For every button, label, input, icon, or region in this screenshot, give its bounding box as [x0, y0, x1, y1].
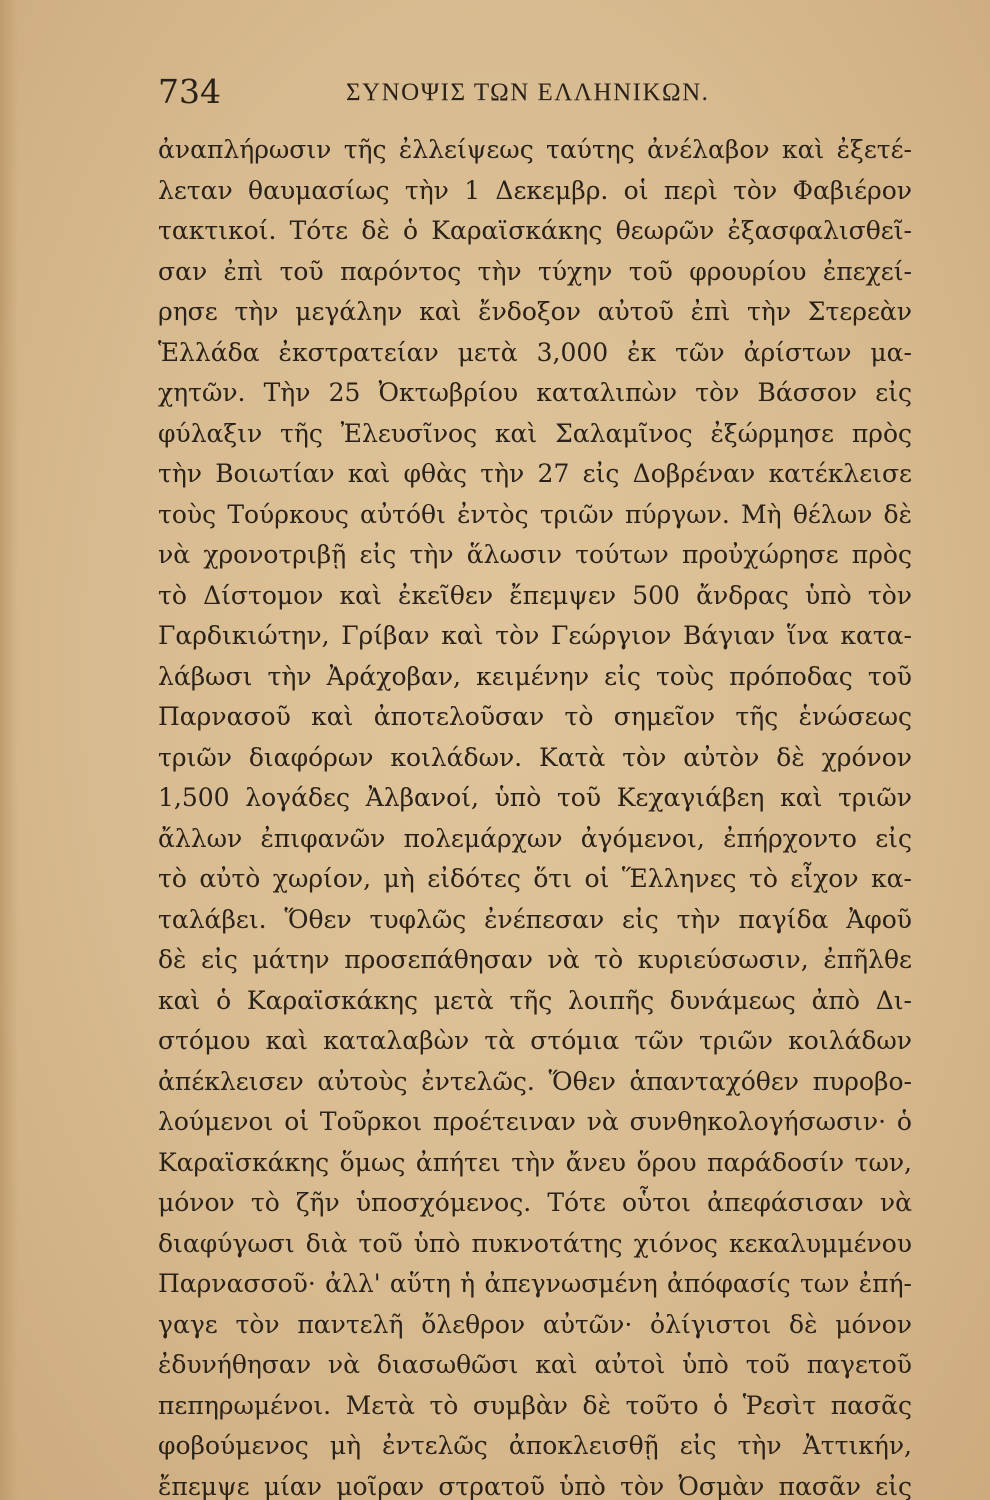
text-line: φύλαξιν τῆς Ἐλευσῖνος καὶ Σαλαμῖνος ἐξώρμησε πρὸς — [158, 418, 912, 448]
text-line: 1,500 λογάδες Ἀλβανοί, ὑπὸ τοῦ Κεχαγιάβεη καὶ τριῶν — [158, 783, 912, 812]
text-line: τακτικοί. Τότε δὲ ὁ Καραϊσκάκης θεωρῶν ἐξασφαλισθεῖ- — [158, 216, 912, 245]
text-line: πεπηρωμένοι. Μετὰ τὸ συμβὰν δὲ τοῦτο ὁ Ῥεσὶτ πασᾶς — [158, 1390, 912, 1420]
text-line: ἔπεμψε μίαν μοῖραν στρατοῦ ὑπὸ τὸν Ὀσμὰν πασᾶν εἰς — [158, 1471, 912, 1500]
text-line: τὸ αὐτὸ χωρίον, μὴ εἰδότες ὅτι οἱ Ἕλληνες τὸ εἶχον κα- — [158, 864, 912, 893]
body-text — [158, 130, 912, 1500]
text-line: λάβωσι τὴν Ἀράχοβαν, κειμένην εἰς τοὺς πρόποδας τοῦ — [158, 661, 912, 691]
text-line: χητῶν. Τὴν 25 Ὀκτωβρίου καταλιπὼν τὸν Βάσσον εἰς — [158, 378, 912, 407]
text-line: ταλάβει. Ὅθεν τυφλῶς ἐνέπεσαν εἰς τὴν παγίδα Ἀφοῦ — [158, 904, 912, 934]
text-line: γαγε τὸν παντελῆ ὄλεθρον αὐτῶν· ὀλίγιστοι δὲ μόνον — [158, 1309, 912, 1339]
running-head: ΣΥΝΟΨΙΣ ΤΩΝ ΕΛΛΗΝΙΚΩΝ. — [346, 79, 710, 106]
text-line: τοὺς Τούρκους αὐτόθι ἐντὸς τριῶν πύργων. Μὴ θέλων δὲ — [158, 499, 912, 529]
text-line: ἄλλων ἐπιφανῶν πολεμάρχων ἀγόμενοι, ἐπήρχοντο εἰς — [158, 823, 912, 853]
text-line: φοβούμενος μὴ ἐντελῶς ἀποκλεισθῇ εἰς τὴν Ἀττικήν, — [158, 1431, 912, 1460]
page-number: 734 — [158, 72, 221, 111]
text-line: Παρνασσοῦ· ἀλλ' αὕτη ἡ ἀπεγνωσμένη ἀπόφασίς των ἐπή- — [158, 1269, 912, 1298]
text-line: τὸ Δίστομον καὶ ἐκεῖθεν ἔπεμψεν 500 ἄνδρας ὑπὸ τὸν — [158, 580, 912, 610]
text-line: Παρνασοῦ καὶ ἀποτελοῦσαν τὸ σημεῖον τῆς ἑνώσεως — [158, 702, 912, 731]
page-edge-shadow — [0, 0, 18, 1500]
text-line: τὴν Βοιωτίαν καὶ φθὰς τὴν 27 εἰς Δοβρέναν κατέκλεισε — [158, 459, 912, 488]
text-line: στόμου καὶ καταλαβὼν τὰ στόμια τῶν τριῶν κοιλάδων — [158, 1026, 912, 1055]
text-line: νὰ χρονοτριβῇ εἰς τὴν ἅλωσιν τούτων προὐχώρησε πρὸς — [158, 540, 912, 569]
text-line: τριῶν διαφόρων κοιλάδων. Κατὰ τὸν αὐτὸν δὲ χρόνον — [158, 742, 912, 772]
text-line: καὶ ὁ Καραϊσκάκης μετὰ τῆς λοιπῆς δυνάμεως ἀπὸ Δι- — [158, 985, 912, 1015]
text-line: δὲ εἰς μάτην προσεπάθησαν νὰ τὸ κυριεύσωσιν, ἐπῆλθε — [158, 945, 912, 974]
page-header — [158, 72, 912, 120]
text-line: ἀπέκλεισεν αὐτοὺς ἐντελῶς. Ὅθεν ἁπανταχόθεν πυροβο- — [158, 1066, 912, 1096]
text-line: σαν ἐπὶ τοῦ παρόντος τὴν τύχην τοῦ φρουρίου ἐπεχεί- — [158, 256, 912, 286]
text-line: ἀναπλήρωσιν τῆς ἐλλείψεως ταύτης ἀνέλαβον καὶ ἐξετέ- — [158, 135, 912, 164]
text-line: λεταν θαυμασίως τὴν 1 Δεκεμβρ. οἱ περὶ τὸν Φαβιέρον — [158, 175, 912, 205]
text-line: ρησε τὴν μεγάλην καὶ ἔνδοξον αὐτοῦ ἐπὶ τὴν Στερεὰν — [158, 297, 912, 326]
text-line: διαφύγωσι διὰ τοῦ ὑπὸ πυκνοτάτης χιόνος κεκαλυμμένου — [158, 1228, 912, 1258]
text-line: λούμενοι οἱ Τοῦρκοι προέτειναν νὰ συνθηκολογήσωσιν· ὁ — [158, 1107, 912, 1136]
text-line: Γαρδικιώτην, Γρίβαν καὶ τὸν Γεώργιον Βάγιαν ἵνα κατα- — [158, 621, 912, 650]
text-line: Καραϊσκάκης ὅμως ἀπήτει τὴν ἄνευ ὅρου παράδοσίν των, — [158, 1147, 912, 1177]
text-line: ἐδυνήθησαν νὰ διασωθῶσι καὶ αὐτοὶ ὑπὸ τοῦ παγετοῦ — [158, 1350, 912, 1379]
text-line: Ἑλλάδα ἐκστρατείαν μετὰ 3,000 ἐκ τῶν ἀρίστων μα- — [158, 337, 912, 367]
text-line: μόνον τὸ ζῆν ὑποσχόμενος. Τότε οὗτοι ἀπεφάσισαν νὰ — [158, 1188, 912, 1217]
